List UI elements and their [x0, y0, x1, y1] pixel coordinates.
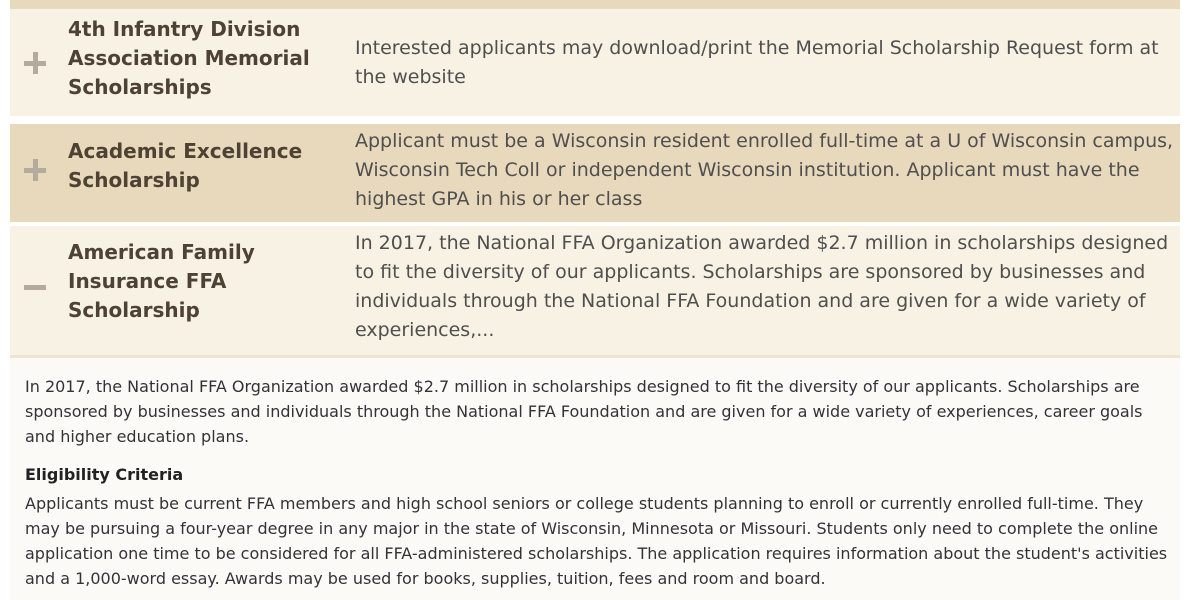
- eligibility-text: Applicants must be current FFA members and high school seniors or college students planning to enroll or currently enrolled full-time. They may be pursuing a four-year degree in any major in the state of Wisconsin, Minnesota or Missouri. Students only need to complete the online application one time to be considered for all FFA-administered scholarships. The application requires information about the student's activities and a 1,000-word essay. Awards may be used for books, supplies, tuition, fees and room and board.: [25, 494, 1168, 588]
- details-intro: In 2017, the National FFA Organization awarded $2.7 million in scholarships designed to fit the diversity of our applicants. Scholarships are sponsored by businesses and individuals through the National FFA Foundation and are given for a wide variety of experiences, career goals and higher education plans.: [25, 377, 1143, 446]
- eligibility-heading: Eligibility Criteria: [25, 465, 184, 484]
- scholarship-description: Applicant must be a Wisconsin resident enrolled full-time at a U of Wisconsin campus, Wisconsin Tech Coll or independent Wisconsin institution. Applicant must have the highest GPA in his or her class: [355, 130, 1174, 210]
- scholarship-title[interactable]: 4th Infantry Division Association Memorial Scholarships: [68, 17, 310, 99]
- scholarship-title[interactable]: Academic Excellence Scholarship: [68, 139, 303, 192]
- scholarship-row-expanded[interactable]: [10, 226, 1180, 358]
- scholarship-description: In 2017, the National FFA Organization awarded $2.7 million in scholarships designed to fit the diversity of our applicants. Scholarships are sponsored by businesses and individuals through the National FFA Foundation and are given for a wide variety of experiences,...: [355, 232, 1169, 341]
- minus-icon[interactable]: [24, 276, 46, 298]
- plus-icon[interactable]: [24, 52, 46, 74]
- scholarship-description: Interested applicants may download/print the Memorial Scholarship Request form at the website: [355, 37, 1159, 88]
- plus-icon[interactable]: [24, 159, 46, 181]
- scholarship-details-panel: [10, 358, 1180, 600]
- list-top-border: [10, 0, 1180, 9]
- scholarship-list: [10, 0, 1180, 600]
- scholarship-row[interactable]: [10, 9, 1180, 116]
- scholarship-row[interactable]: [10, 124, 1180, 222]
- scholarship-title[interactable]: American Family Insurance FFA Scholarship: [68, 240, 255, 322]
